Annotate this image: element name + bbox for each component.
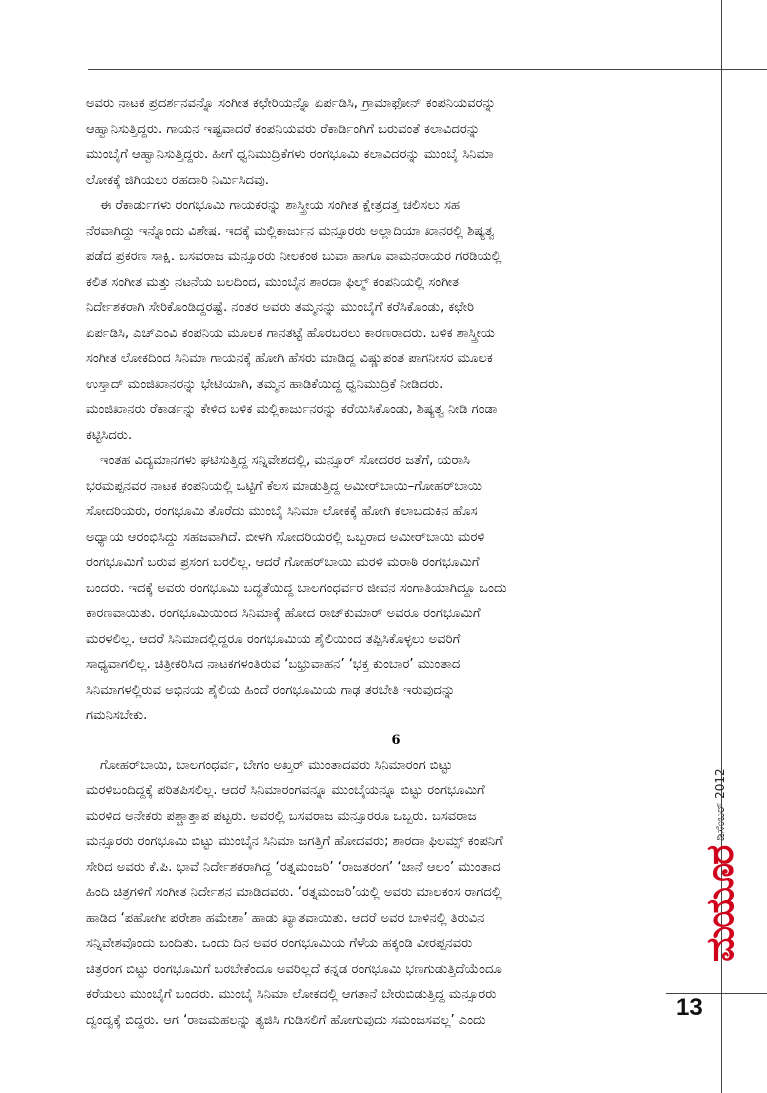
text-line: ಸೋದರಿಯರು, ರಂಗಭೂಮಿ ತೊರೆದು ಮುಂಬೈ ಸಿನಿಮಾ ಲೋಕಕ್ಕೆ ಹೋಗಿ ಕಲಾಬದುಕಿನ ಹೊಸ [86,504,478,519]
text-line: ಹಾಡಿದ ‘ಪಹೋಗೀ ಪರೇಶಾ ಹಮೇಶಾ’ ಹಾಡು ಖ್ಯಾತವಾಯಿತು. ಆದರೆ ಅವರ ಬಾಳಿನಲ್ಲಿ ತಿರುವಿನ [86,910,485,926]
text-line: ಇಂತಹ ವಿದ್ಯಮಾನಗಳು ಘಟಿಸುತ್ತಿದ್ದ ಸನ್ನಿವೇಶದಲ್ಲಿ, ಮನ್ಸೂರ್ ಸೋದರರ ಜತೆಗೆ, ಯರಾಸಿ [100,453,471,468]
text-line: ಅವರು ನಾಟಕ ಪ್ರದರ್ಶನವನ್ನೊ ಸಂಗೀತ ಕಛೇರಿಯನ್ನೊ ಏರ್ಪಡಿಸಿ, ಗ್ರಾಮಾಫೋನ್ ಕಂಪನಿಯವರನ್ನು [86,96,496,111]
text-line: ಲೋಕಕ್ಕೆ ಜಿಗಿಯಲು ರಹದಾರಿ ನಿರ್ಮಿಸಿದವು. [86,172,269,188]
text-line: ಮರಳಿಬಂದಿದ್ದಕ್ಕೆ ಪರಿತಪಿಸಲಿಲ್ಲ. ಆದರೆ ಸಿನಿಮಾರಂಗವನ್ನೂ ಮುಂಬೈಯನ್ನೂ ಬಿಟ್ಟು ರಂಗಭೂಮಿಗೆ [86,783,485,798]
text-line: ಕಾರಣವಾಯಿತು. ರಂಗಭೂಮಿಯಿಂದ ಸಿನಿಮಾಕ್ಕೆ ಹೋದ ರಾಜ್‌ಕುಮಾರ್ ಅವರೂ ರಂಗಭೂಮಿಗೆ [86,606,481,621]
issue-date: ಡಿಸೆಂಬರ್ 2012 [712,768,727,841]
text-line: ಸಾಧ್ಯವಾಗಲಿಲ್ಲ. ಚಿತ್ರೀಕರಿಸಿದ ನಾಟಕಗಳಂತಿರುವ ‘ಬಭ್ರುವಾಹನ’ ‘ಭಕ್ತ ಕುಂಬಾರ’ ಮುಂತಾದ [86,657,461,672]
paragraph-1 [86,91,706,193]
text-line: ಹಿಂದಿ ಚಿತ್ರಗಳಿಗೆ ಸಂಗೀತ ನಿರ್ದೇಶನ ಮಾಡಿದವರು. ‘ರತ್ನಮಂಜರಿ’ಯಲ್ಲಿ ಅವರು ಮಾಲಕಂಸ ರಾಗದಲ್ಲಿ [86,885,502,900]
magazine-logo: ಮಯೂರ [698,846,742,962]
text-line: ಕರೆಯಲು ಮುಂಬೈಗೆ ಬಂದರು. ಮುಂಬೈ ಸಿನಿಮಾ ಲೋಕದಲ್ಲಿ ಆಗತಾನೆ ಬೇರುಬಿಡುತ್ತಿದ್ದ ಮನ್ಸೂರರು [86,987,497,1002]
text-line: ಪಡೆದ ಪ್ರಕರಣ ಸಾಕ್ಷಿ. ಬಸವರಾಜ ಮನ್ಸೂರರು ನೀಲಕಂಠ ಬುವಾ ಹಾಗೂ ವಾಮನರಾಯರ ಗರಡಿಯಲ್ಲಿ [86,249,502,264]
text-line: ಸೇರಿದ ಅವರು ಕೆ.ಪಿ. ಭಾವೆ ನಿರ್ದೇಶಕರಾಗಿದ್ದ ‘ರತ್ನಮಂಜರಿ’ ‘ರಾಜತರಂಗ’ ‘ಜಾನೆ ಆಲಂ’ ಮುಂತಾದ [86,859,501,875]
text-line: ಗಮನಿಸಬೇಕು. [86,708,148,723]
page-number: 13 [676,994,703,1021]
text-line: ಬಂದರು. ಇದಕ್ಕೆ ಅವರು ರಂಗಭೂಮಿ ಬದ್ಧತೆಯಿದ್ದ ಬಾಲಗಂಧರ್ವರ ಜೀವನ ಸಂಗಾತಿಯಾಗಿದ್ದೂ ಒಂದು [86,580,507,596]
text-line: ಚಿತ್ರರಂಗ ಬಿಟ್ಟು ರಂಗಭೂಮಿಗೆ ಬರಬೇಕೆಂದೂ ಅವರಿಲ್ಲದೆ ಕನ್ನಡ ರಂಗಭೂಮಿ ಭಣಗುಡುತ್ತಿದೆಯೆಂದೂ [86,961,502,977]
text-line: ಈ ರೆಕಾರ್ಡುಗಳು ರಂಗಭೂಮಿ ಗಾಯಕರನ್ನು ಶಾಸ್ತ್ರೀಯ ಸಂಗೀತ ಕ್ಷೇತ್ರದತ್ತ ಚಲಿಸಲು ಸಹ [100,198,461,213]
text-line: ಭರಮಪ್ಪನವರ ನಾಟಕ ಕಂಪನಿಯಲ್ಲಿ ಒಟ್ಟಿಗೆ ಕೆಲಸ ಮಾಡುತ್ತಿದ್ದ ಅಮೀರ್‌ಬಾಯಿ–ಗೋಹರ್‌ಬಾಯಿ [86,478,483,494]
text-line: ಗೋಹರ್‌ಬಾಯಿ, ಬಾಲಗಂಧರ್ವ, ಬೇಗಂ ಅಖ್ತರ್ ಮುಂತಾದವರು ಸಿನಿಮಾರಂಗ ಬಿಟ್ಟು [100,757,453,773]
text-line: ದ್ವಂದ್ವಕ್ಕೆ ಬಿದ್ದರು. ಆಗ ‘ರಾಜಮಹಲನ್ನು ತ್ಯಜಿಸಿ ಗುಡಿಸಲಿಗೆ ಹೋಗುವುದು ಸಮಂಜಸವಲ್ಲ’ ಎಂದು [86,1012,486,1028]
paragraph-2 [86,193,706,448]
text-line: ಮನ್ಸೂರರು ರಂಗಭೂಮಿ ಬಿಟ್ಟು ಮುಂಬೈನ ಸಿನಿಮಾ ಜಗತ್ತಿಗೆ ಹೋದವರು; ಶಾರದಾ ಫಿಲಮ್ಸ್ ಕಂಪನಿಗೆ [86,834,503,849]
text-line: ನಿರ್ದೇಶಕರಾಗಿ ಸೇರಿಕೊಂಡಿದ್ದರಷ್ಟೆ. ನಂತರ ಅವರು ತಮ್ಮನನ್ನು ಮುಂಬೈಗೆ ಕರೆಸಿಕೊಂಡು, ಕಛೇರಿ [86,300,475,315]
text-line: ಮಂಜಿಖಾನರು ರೆಕಾರ್ಡನ್ನು ಕೇಳಿದ ಬಳಿಕ ಮಲ್ಲಿಕಾರ್ಜುನರನ್ನು ಕರೆಯಿಸಿಕೊಂಡು, ಶಿಷ್ಯತ್ವ ನೀಡಿ ಗಂಡಾ [86,402,498,417]
text-line: ಕಟ್ಟಿಸಿದರು. [86,427,133,443]
top-rule [88,69,767,70]
article-body [86,91,706,1033]
paragraph-section-6 [86,753,706,1034]
text-line: ಮರಳಿದ ಅನೇಕರು ಪಶ್ಚಾತ್ತಾಪ ಪಟ್ಟರು. ಅವರಲ್ಲಿ ಬಸವರಾಜ ಮನ್ಸೂರರೂ ಒಬ್ಬರು. ಬಸವರಾಜ [86,808,477,824]
text-line: ಸನ್ನಿವೇಶವೊಂದು ಬಂದಿತು. ಒಂದು ದಿನ ಅವರ ರಂಗಭೂಮಿಯ ಗೆಳೆಯ ಹಕ್ಕಂಡಿ ವೀರಪ್ಪನವರು [86,936,473,951]
text-line: ನೆರವಾಗಿದ್ದು ಇನ್ನೊಂದು ವಿಶೇಷ. ಇದಕ್ಕೆ ಮಲ್ಲಿಕಾರ್ಜುನ ಮನ್ಸೂರರು ಅಲ್ಲಾದಿಯಾ ಖಾನರಲ್ಲಿ ಶಿಷ್ಯತ್ವ [86,223,495,239]
text-line: ಆಹ್ವಾನಿಸುತ್ತಿದ್ದರು. ಗಾಯನ ಇಷ್ಟವಾದರೆ ಕಂಪನಿಯವರು ರೆಕಾರ್ಡಿಂಗಿಗೆ ಬರುವಂತೆ ಕಲಾವಿದರನ್ನು [86,121,481,137]
text-line: ಮುಂಬೈಗೆ ಆಹ್ವಾನಿಸುತ್ತಿದ್ದರು. ಹೀಗೆ ಧ್ವನಿಮುದ್ರಿಕೆಗಳು ರಂಗಭೂಮಿ ಕಲಾವಿದರನ್ನು ಮುಂಬೈ ಸಿನಿಮಾ [86,147,494,162]
text-line: ಅಧ್ಯಾಯ ಆರಂಭಿಸಿದ್ದು ಸಹಜವಾಗಿದೆ. ಬೀಳಗಿ ಸೋದರಿಯರಲ್ಲಿ ಒಬ್ಬರಾದ ಅಮೀರ್‌ಬಾಯಿ ಮರಳಿ [86,529,485,545]
text-line: ಉಸ್ತಾದ್ ಮಂಜಿಖಾನರನ್ನು ಭೇಟಿಯಾಗಿ, ತಮ್ಮನ ಹಾಡಿಕೆಯಿದ್ದ ಧ್ವನಿಮುದ್ರಿಕೆ ನೀಡಿದರು. [86,376,444,392]
text-line: ಏರ್ಪಡಿಸಿ, ಎಚ್‌ಎಂವಿ ಕಂಪನಿಯ ಮೂಲಕ ಗಾನತಟ್ಟೆ ಹೊರಬರಲು ಕಾರಣರಾದರು. ಬಳಿಕ ಶಾಸ್ತ್ರೀಯ [86,325,495,341]
text-line: ಮರಳಲಿಲ್ಲ. ಆದರೆ ಸಿನಿಮಾದಲ್ಲಿದ್ದರೂ ರಂಗಭೂಮಿಯ ಶೈಲಿಯಿಂದ ತಪ್ಪಿಸಿಕೊಳ್ಳಲು ಅವರಿಗೆ [86,631,461,647]
text-line: ಸಿನಿಮಾಗಳಲ್ಲಿರುವ ಅಭಿನಯ ಶೈಲಿಯ ಹಿಂದೆ ರಂಗಭೂಮಿಯ ಗಾಢ ತರಬೇತಿ ಇರುವುದನ್ನು [86,682,456,698]
paragraph-3 [86,448,706,729]
text-line: ಸಂಗೀತ ಲೋಕದಿಂದ ಸಿನಿಮಾ ಗಾಯನಕ್ಕೆ ಹೋಗಿ ಹೆಸರು ಮಾಡಿದ್ದ ವಿಷ್ಣುಪಂತ ಪಾಗನೀಸರ ಮೂಲಕ [86,351,493,366]
text-line: ರಂಗಭೂಮಿಗೆ ಬರುವ ಪ್ರಸಂಗ ಬರಲಿಲ್ಲ. ಆದರೆ ಗೋಹರ್‌ಬಾಯಿ ಮರಳಿ ಮರಾಠಿ ರಂಗಭೂಮಿಗೆ [86,555,480,570]
section-number: 6 [391,732,401,748]
text-line: ಕಲಿತ ಸಂಗೀತ ಮತ್ತು ನಟನೆಯ ಬಲದಿಂದ, ಮುಂಬೈನ ಶಾರದಾ ಫಿಲ್ಮ್ ಕಂಪನಿಯಲ್ಲಿ ಸಂಗೀತ [86,274,460,290]
masthead [690,768,750,962]
